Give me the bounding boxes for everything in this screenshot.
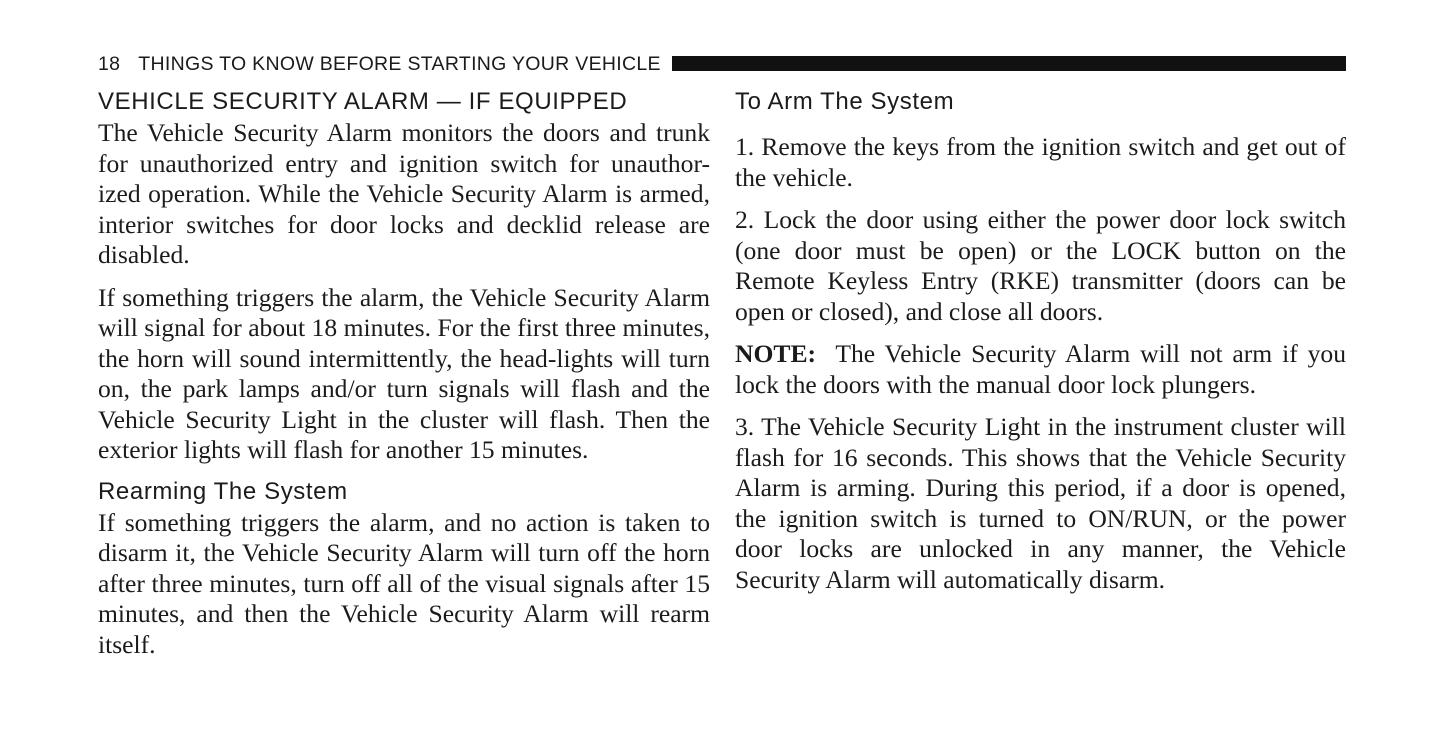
body-paragraph: If something triggers the alarm, the Vehicle Security Alarm will signal for about 18 minutes. For the first three minutes, the horn will sound intermittently, the head-lights will turn on, the park lamps and/or turn signals will flash and the Vehicle Security Light in the cluster will flash. Then the exterior lights will flash for another 15 minutes. [98,282,710,464]
right-column [735,86,1346,595]
running-title: THINGS TO KNOW BEFORE STARTING YOUR VEHICLE [138,52,661,75]
body-paragraph: The Vehicle Security Alarm monitors the doors and trunk for unauthorized entry and ignition switch for unauthor-ized operation. While the Vehicle Security Alarm is armed, interior switches for door locks and decklid release are disabled. [98,118,710,269]
note-paragraph [735,339,1346,400]
subheading-rearming: Rearming The System [98,477,348,505]
page-header [98,52,1346,76]
header-rule [672,56,1346,71]
section-heading: VEHICLE SECURITY ALARM — IF EQUIPPED [98,88,628,115]
left-column [98,86,710,660]
note-text: The Vehicle Security Alarm will not arm if you lock the doors with the manual door lock plungers. [735,339,1346,399]
step-3: 3. The Vehicle Security Light in the instrument cluster will flash for 16 seconds. This shows that the Vehicle Security Alarm is arming. During this period, if a door is opened, the ignition switch is turned to ON/RUN, or the power door locks are unlocked in any manner, the Vehicle Security Alarm will automatically disarm. [735,412,1346,594]
step-1: 1. Remove the keys from the ignition switch and get out of the vehicle. [735,132,1346,192]
body-paragraph: If something triggers the alarm, and no action is taken to disarm it, the Vehicle Security Alarm will turn off the horn after three minutes, turn off all of the visual signals after 15 minutes, and then the Vehicle Security Alarm will rearm itself. [98,507,710,659]
page-number: 18 [98,52,121,75]
note-label: NOTE: [735,339,817,368]
step-2: 2. Lock the door using either the power door lock switch (one door must be open) or the LOCK button on the Remote Keyless Entry (RKE) transmitter (doors can be open or closed), and close all doors. [735,205,1346,326]
subheading-arm-system: To Arm The System [735,88,955,115]
